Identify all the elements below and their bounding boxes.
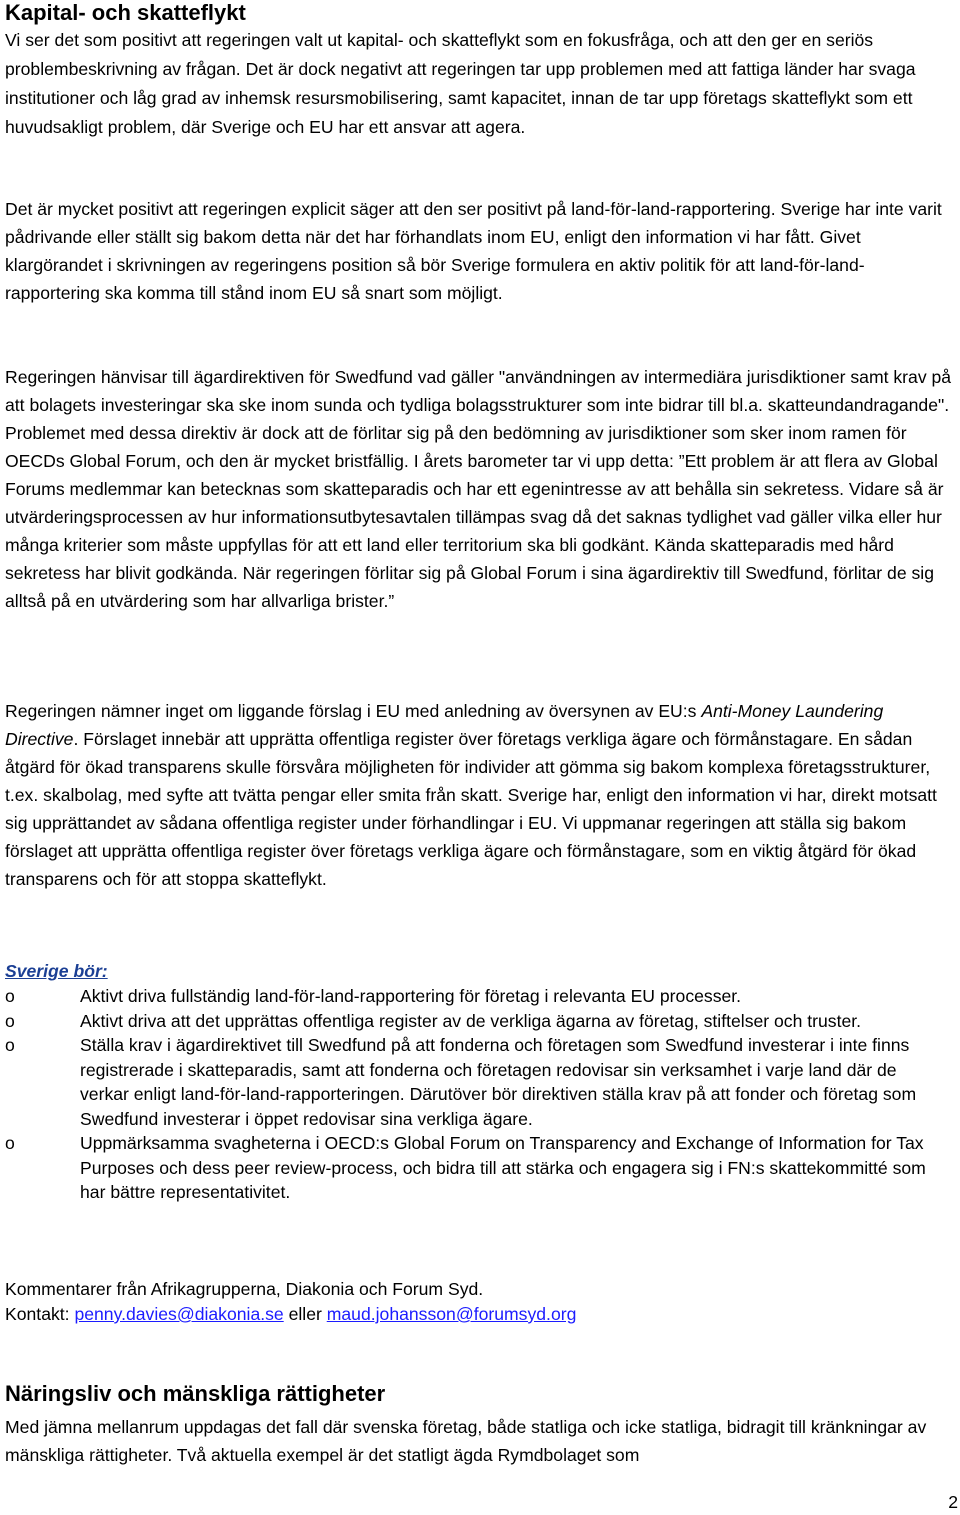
bullet-icon: o <box>5 1035 15 1055</box>
directive-name: Anti-Money Laundering Directive <box>5 701 884 749</box>
contact-label: Kontakt: <box>5 1304 75 1324</box>
contact-line <box>5 1301 576 1327</box>
paragraph-text: . Förslaget innebär att upprätta offentliga register över företags verkliga ägare och förmånstagare. En sådan åtgärd för ökad transparens skulle försvåra möjligheten för individer att gömma sig bakom komplexa företagsstrukturer, t.ex. skalbolag, med syfte att tvätta pengar eller smita från skatt. Sverige har, enligt den information vi har, direkt motsatt sig upprättandet av sådana offentliga register under förhandlingar i EU. Vi uppmanar regeringen att ställa sig bakom förslaget att upprätta offentliga register över företags verkliga ägare och förmånstagare, som en viktig åtgärd för ökad transparens och för att stoppa skatteflykt. <box>5 729 937 889</box>
list-item-text: Aktivt driva fullständig land-för-land-rapportering för företag i relevanta EU processer. <box>80 986 742 1006</box>
paragraph: Regeringen hänvisar till ägardirektiven för Swedfund vad gäller "användningen av intermediära jurisdiktioner samt krav på att bolagets investeringar ska ske inom sunda och tydliga bolagsstrukturer som inte bidrar till bl.a. skatteundandragande". Problemet med dessa direktiv är dock att de förlitar sig på den bedömning av jurisdiktioner som sker inom ramen för OECDs Global Forum, och den är mycket bristfällig. I årets barometer tar vi upp detta: ”Ett problem är att flera av Global Forums medlemmar kan betecknas som skatteparadis och har ett egenintresse av att behålla sin sekretess. Vidare så är utvärderingsprocessen av hur informationsutbytesavtalen tillämpas svag då det saknas tydlighet vad gäller vilka eller hur många kriterier som måste uppfyllas för att ett land eller territorium ska bli godkänt. Kända skatteparadis med hård sekretess har blivit godkända. När regeringen förlitar sig på Global Forum i sina ägardirektiv till Swedfund, förlitar de sig alltså på en utvärdering som har allvarliga brister.” <box>5 367 952 611</box>
paragraph-text: Regeringen nämner inget om liggande förslag i EU med anledning av översynen av EU:s <box>5 701 702 721</box>
comment-line: Kommentarer från Afrikagrupperna, Diakonia och Forum Syd. <box>5 1279 484 1299</box>
section-heading-capital-flight: Kapital- och skatteflykt <box>5 0 246 25</box>
email-link-diakonia[interactable]: penny.davies@diakonia.se <box>74 1304 284 1324</box>
bullet-icon: o <box>5 1133 15 1153</box>
recommendations-heading: Sverige bör: <box>5 961 108 981</box>
list-item <box>5 1131 940 1205</box>
list-item <box>5 1033 940 1131</box>
list-item-text: Ställa krav i ägardirektivet till Swedfund på att fonderna och företagen som Swedfund investerar i inte finns registrerade i skatteparadis, samt att fonderna och företagen redovisar sin verksamhet i varje land där de verkar enligt land-för-land-rapporteringen. Därutöver bör direktiven ställa krav på att fonder och företag som Swedfund investerar i öppet redovisar sina verkliga ägare. <box>80 1035 917 1129</box>
paragraph: Det är mycket positivt att regeringen explicit säger att den ser positivt på land-för-land-rapportering. Sverige har inte varit pådrivande eller ställt sig bakom detta när det har förhandlats inom EU, enligt den information vi har fått. Givet klargörandet i skrivningen av regeringens position så bör Sverige formulera en aktiv politik för att land-för-land-rapportering ska komma till stånd inom EU så snart som möjligt. <box>5 199 942 303</box>
list-item-text: Uppmärksamma svagheterna i OECD:s Global Forum on Transparency and Exchange of Information for Tax Purposes och dess peer review-process, och bidra till att stärka och engagera sig i FN:s skattekommitté som har bättre representativitet. <box>80 1133 926 1202</box>
bullet-icon: o <box>5 986 15 1006</box>
paragraph <box>5 697 960 893</box>
section-heading-business-human-rights: Näringsliv och mänskliga rättigheter <box>5 1381 386 1406</box>
email-link-forumsyd[interactable]: maud.johansson@forumsyd.org <box>326 1304 577 1324</box>
page-number: 2 <box>948 1492 958 1512</box>
list-item <box>5 984 940 1009</box>
paragraph: Med jämna mellanrum uppdagas det fall där svenska företag, både statliga och icke statliga, bidragit till kränkningar av mänskliga rättigheter. Två aktuella exempel är det statligt ägda Rymdbolaget som <box>5 1417 927 1465</box>
list-item <box>5 1009 940 1034</box>
recommendations-list <box>5 984 960 1205</box>
list-item-text: Aktivt driva att det upprättas offentliga register av de verkliga ägarna av företag, stiftelser och truster. <box>80 1010 862 1031</box>
paragraph: Vi ser det som positivt att regeringen valt ut kapital- och skatteflykt som en fokusfråga, och att den ger en seriös problembeskrivning av frågan. Det är dock negativt att regeringen tar upp problemen med att fattiga länder har svaga institutioner och låg grad av inhemsk resursmobilisering, samt kapacitet, innan de tar upp företags skatteflykt som ett huvudsakligt problem, där Sverige och EU har ett ansvar att agera. <box>5 30 916 137</box>
contact-separator: eller <box>283 1304 327 1324</box>
bullet-icon: o <box>5 1010 15 1031</box>
